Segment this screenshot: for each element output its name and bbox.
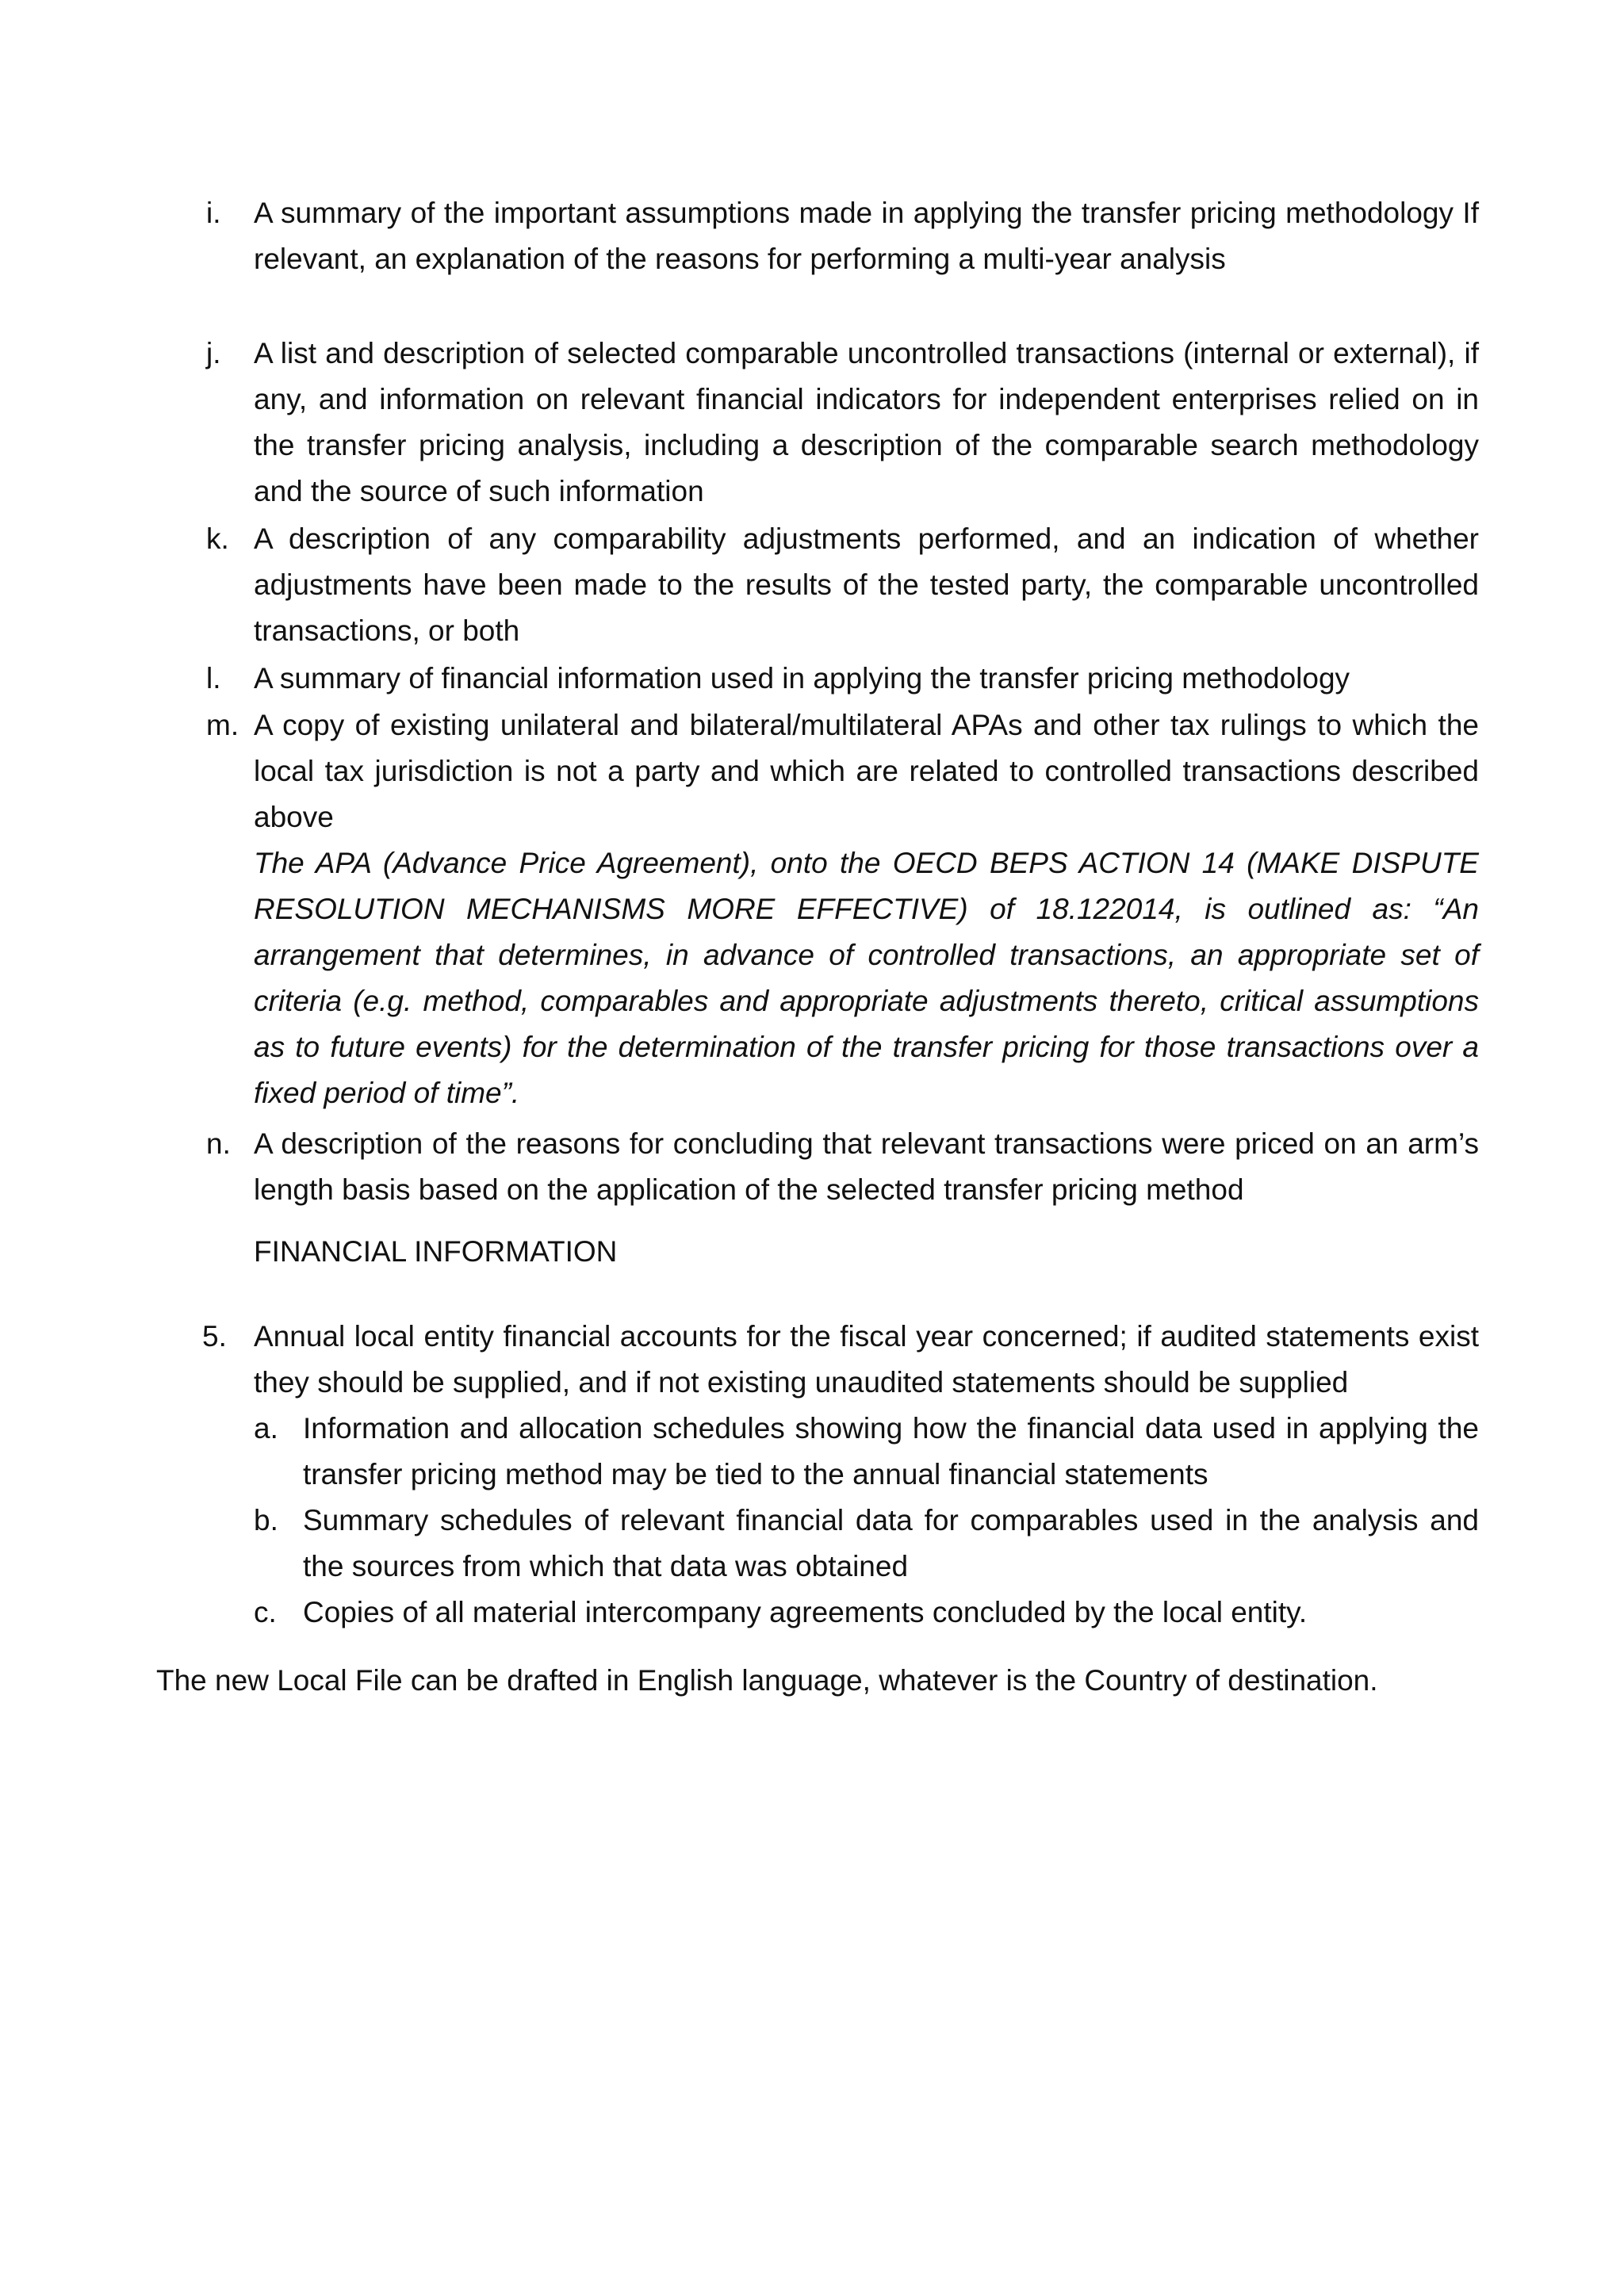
list-item-label: j. (206, 337, 221, 369)
list-item-label: l. (206, 662, 221, 695)
sub-item-text: Summary schedules of relevant financial data for comparables used in the analysis and the sources from which that data was obtained (303, 1504, 1479, 1582)
sub-item-text: Copies of all material intercompany agreements concluded by the local entity. (303, 1596, 1308, 1628)
numbered-item-text: Annual local entity financial accounts for the fiscal year concerned; if audited statements exist they should be supplied, and if not existing unaudited statements should be supplied (254, 1320, 1479, 1399)
list-item-m (206, 702, 1479, 1116)
list-item-label: i. (206, 197, 221, 229)
numbered-item-5 (202, 1314, 1479, 1406)
sub-item-label: a. (254, 1412, 278, 1445)
list-item-text: A description of the reasons for concluding that relevant transactions were priced on an arm’s length basis based on the application of the selected transfer pricing method (254, 1127, 1479, 1206)
list-item-label: m. (206, 709, 239, 741)
financial-information-heading: FINANCIAL INFORMATION (254, 1235, 618, 1268)
sub-item-text: Information and allocation schedules showing how the financial data used in applying the transfer pricing method may be tied to the annual financial statements (303, 1412, 1479, 1490)
sub-item-label: c. (254, 1596, 277, 1628)
sub-item-a (254, 1406, 1479, 1498)
list-item-label: k. (206, 522, 229, 555)
sub-item-c (254, 1590, 1479, 1636)
list-item-n (206, 1121, 1479, 1213)
list-item-label: n. (206, 1127, 231, 1160)
list-item-text: A description of any comparability adjustments performed, and an indication of whether adjustments have been made to the results of the tested party, the comparable uncontrolled transactions, or both (254, 522, 1479, 647)
sub-item-label: b. (254, 1504, 278, 1536)
list-item-j (206, 331, 1479, 515)
list-item-text: A copy of existing unilateral and bilateral/multilateral APAs and other tax rulings to which the local tax jurisdiction is not a party and which are related to controlled transactions described above (254, 709, 1479, 833)
list-item-text: A summary of the important assumptions made in applying the transfer pricing methodology If relevant, an explanation of the reasons for performing a multi-year analysis (254, 197, 1479, 275)
list-item-text: A summary of financial information used in applying the transfer pricing methodology (254, 662, 1350, 695)
list-item-i (206, 190, 1479, 282)
list-item-text: A list and description of selected comparable uncontrolled transactions (internal or external), if any, and information on relevant financial indicators for independent enterprises relied on in the transfer pricing analysis, including a description of the comparable search methodology and the source of such information (254, 337, 1479, 507)
sub-item-b (254, 1498, 1479, 1590)
numbered-item-label: 5. (202, 1320, 227, 1353)
list-item-k (206, 516, 1479, 654)
list-item-l (206, 656, 1479, 702)
apa-definition-note: The APA (Advance Price Agreement), onto the OECD BEPS ACTION 14 (MAKE DISPUTE RESOLUTION MECHANISMS MORE EFFECTIVE) of 18.122014, is outlined as: “An arrangement that determines, in advance of controlled transactions, an appropriate set of criteria (e.g. method, comparables and appropriate adjustments thereto, critical assumptions as to future events) for the determination of the transfer pricing for those transactions over a fixed period of time”. (254, 847, 1479, 1109)
closing-paragraph: The new Local File can be drafted in English language, whatever is the Country of destination. (156, 1664, 1378, 1697)
